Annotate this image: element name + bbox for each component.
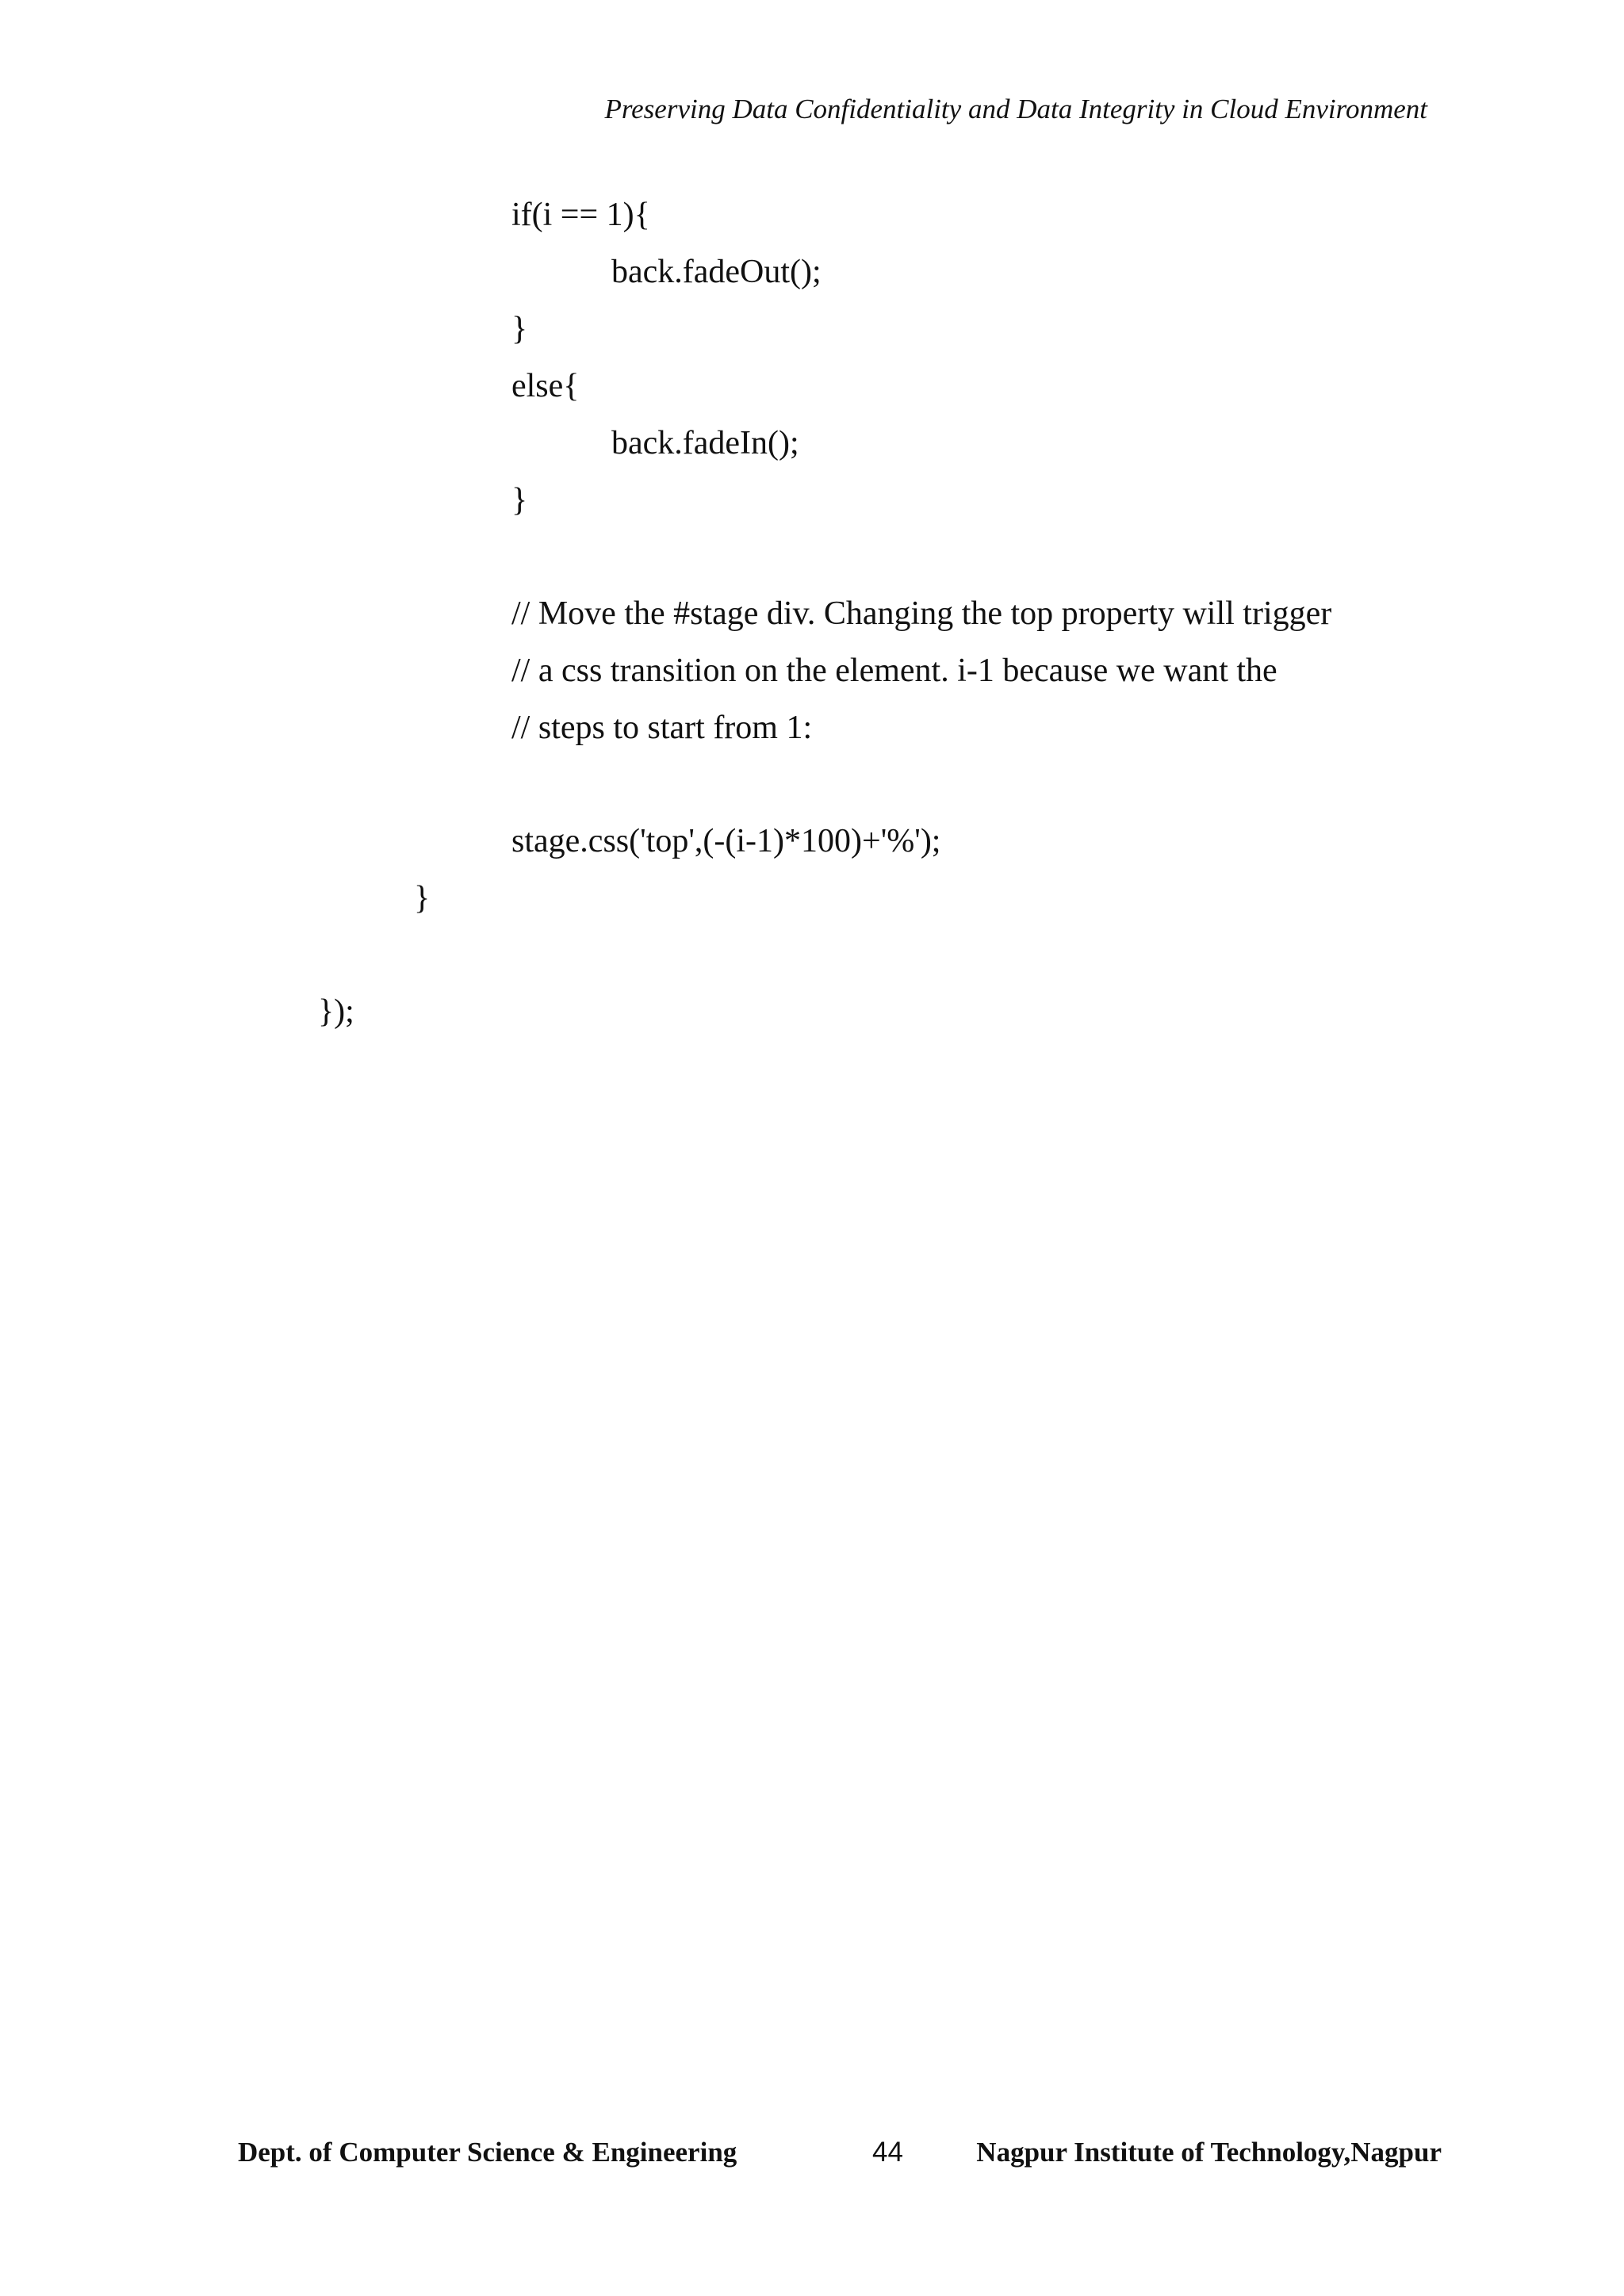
code-comment-line: // a css transition on the element. i-1 because we want the <box>511 652 1277 689</box>
footer-institute: Nagpur Institute of Technology,Nagpur <box>976 2137 1442 2168</box>
code-comment-line: // steps to start from 1: <box>511 710 813 746</box>
code-line: }); <box>318 993 354 1030</box>
code-line: back.fadeOut(); <box>611 254 822 290</box>
running-header: Preserving Data Confidentiality and Data Integrity in Cloud Environment <box>604 94 1427 124</box>
code-line: } <box>414 880 431 916</box>
page-number: 44 <box>872 2137 903 2168</box>
code-line: } <box>511 482 528 519</box>
code-line: stage.css('top',(-(i-1)*100)+'%'); <box>511 823 941 859</box>
code-line: back.fadeIn(); <box>611 425 799 461</box>
footer-department: Dept. of Computer Science & Engineering <box>238 2137 737 2168</box>
code-comment-line: // Move the #stage div. Changing the top property will trigger <box>511 595 1332 632</box>
code-line: } <box>511 311 528 347</box>
code-line: if(i == 1){ <box>511 197 650 233</box>
code-line: else{ <box>511 368 580 404</box>
